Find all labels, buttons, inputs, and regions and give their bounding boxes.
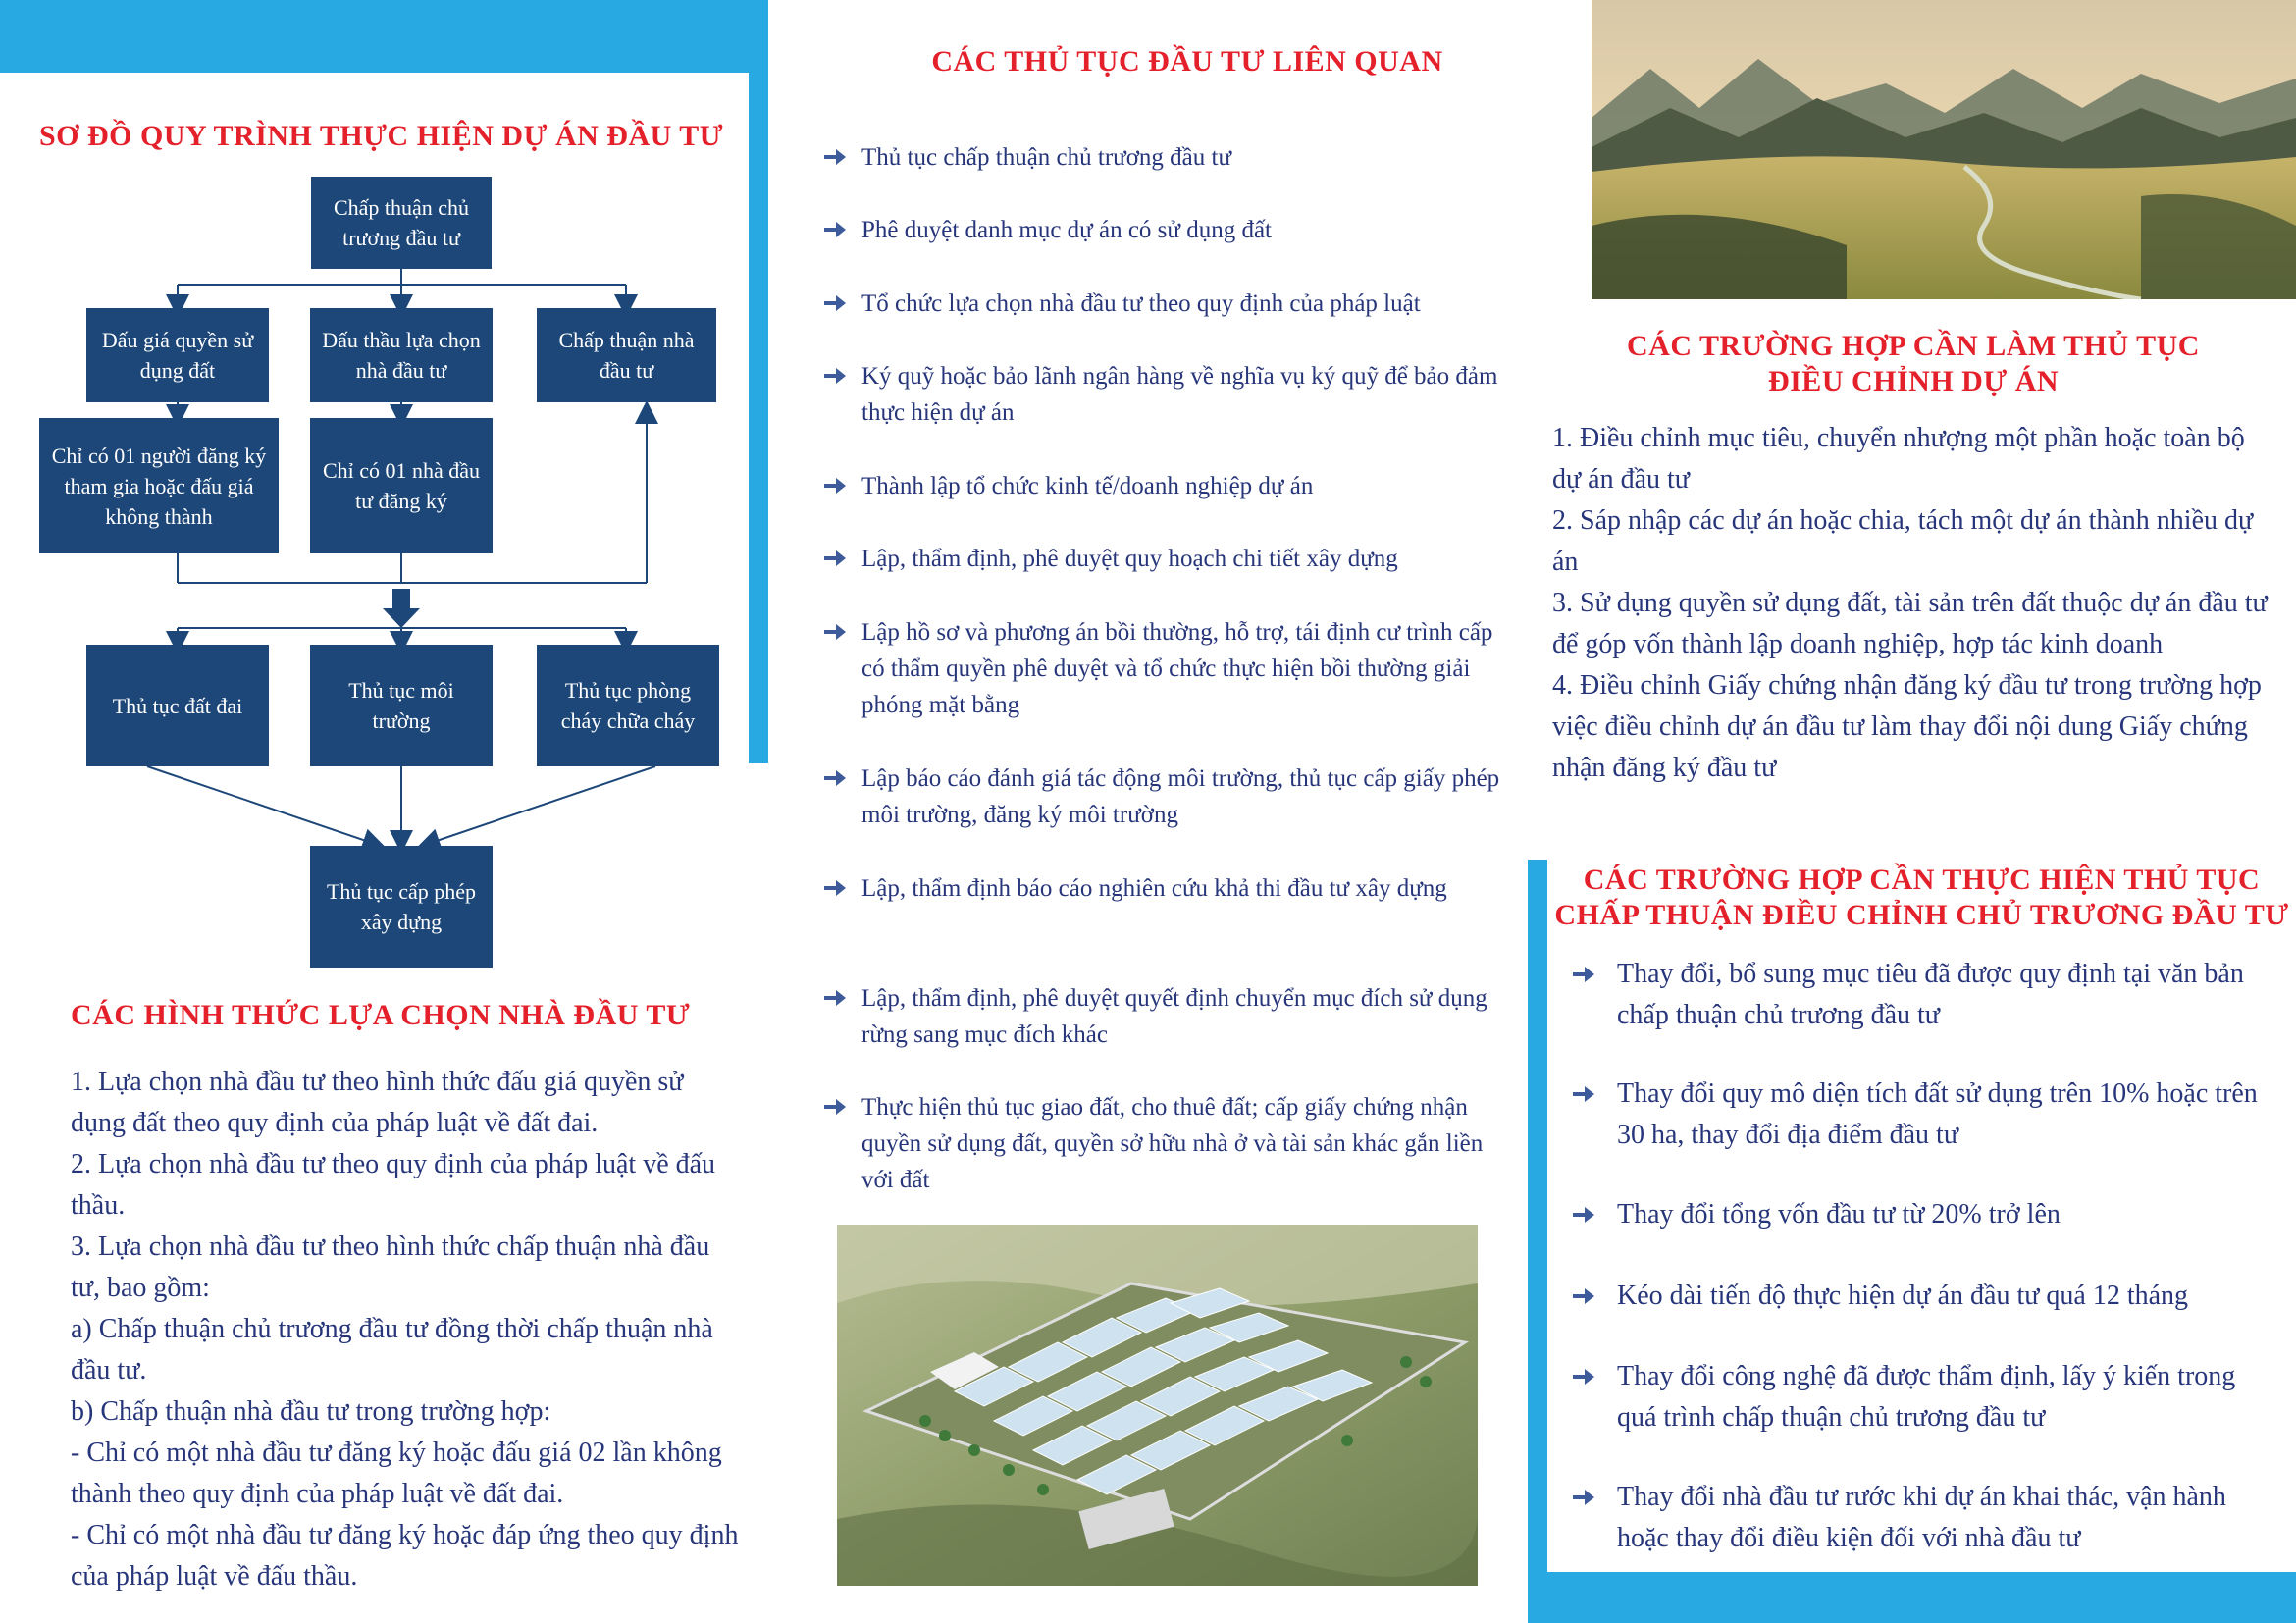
arrow-right-icon bbox=[1572, 1368, 1595, 1386]
procedure-item-text: Lập, thẩm định, phê duyệt quyết định chuyển mục đích sử dụng rừng sang mục đích khác bbox=[861, 985, 1487, 1048]
valley-landscape-image bbox=[1592, 0, 2296, 299]
approval-item bbox=[1572, 1477, 2278, 1559]
procedure-item bbox=[824, 541, 1511, 577]
approval-item bbox=[1572, 1356, 2278, 1439]
adjust-project-list bbox=[1552, 418, 2278, 789]
approval-item bbox=[1572, 954, 2278, 1036]
selection-form-2: 2. Lựa chọn nhà đầu tư theo quy định của pháp luật về đấu thầu. bbox=[71, 1149, 716, 1221]
flow-box-bidding: Đấu thầu lựa chọn nhà đầu tư bbox=[310, 308, 493, 402]
procedure-item-text: Tổ chức lựa chọn nhà đầu tư theo quy định của pháp luật bbox=[861, 290, 1421, 317]
related-procedures-title: CÁC THỦ TỤC ĐẦU TƯ LIÊN QUAN bbox=[931, 45, 1443, 78]
approval-item-text: Thay đổi, bổ sung mục tiêu đã được quy định tại văn bản chấp thuận chủ trương đầu tư bbox=[1617, 959, 2244, 1030]
approval-item-text: Thay đổi công nghệ đã được thẩm định, lấy ý kiến trong quá trình chấp thuận chủ trương đầu tư bbox=[1617, 1361, 2236, 1433]
approval-item-text: Thay đổi nhà đầu tư rước khi dự án khai thác, vận hành hoặc thay đổi điều kiện đối với nhà đầu tư bbox=[1617, 1482, 2226, 1553]
procedure-item bbox=[824, 468, 1511, 504]
selection-form-3: 3. Lựa chọn nhà đầu tư theo hình thức chấp thuận nhà đầu tư, bao gồm: bbox=[71, 1231, 710, 1303]
approval-item bbox=[1572, 1194, 2278, 1235]
selection-form-3b-2: - Chỉ có một nhà đầu tư đăng ký hoặc đáp ứng theo quy định của pháp luật về đấu thầu. bbox=[71, 1520, 739, 1592]
selection-form-3b-1: - Chỉ có một nhà đầu tư đăng ký hoặc đấu giá 02 lần không thành theo quy định của pháp luật về đất đai. bbox=[71, 1438, 722, 1509]
procedure-item-text: Lập hồ sơ và phương án bồi thường, hỗ trợ, tái định cư trình cấp có thẩm quyền phê duyệt và tổ chức thực hiện bồi thường giải phóng mặt bằng bbox=[861, 619, 1493, 718]
selection-form-1: 1. Lựa chọn nhà đầu tư theo hình thức đấu giá quyền sử dụng đất theo quy định của pháp luật về đất đai. bbox=[71, 1067, 684, 1138]
arrow-right-icon bbox=[824, 367, 846, 385]
selection-form-3a: a) Chấp thuận chủ trương đầu tư đồng thời chấp thuận nhà đầu tư. bbox=[71, 1314, 713, 1386]
arrow-right-icon bbox=[824, 294, 846, 312]
adjust-project-title-line2: ĐIỀU CHỈNH DỰ ÁN bbox=[1767, 365, 2060, 397]
arrow-right-icon bbox=[824, 623, 846, 641]
procedure-item-text: Lập, thẩm định báo cáo nghiên cứu khả thi đầu tư xây dựng bbox=[861, 875, 1447, 902]
adjust-item-4: 4. Điều chỉnh Giấy chứng nhận đăng ký đầu tư trong trường hợp việc điều chỉnh dự án đầu tư làm thay đổi nội dung Giấy chứng nhận đăng ký đầu tư bbox=[1552, 670, 2262, 783]
arrow-right-icon bbox=[824, 550, 846, 567]
arrow-right-icon bbox=[824, 989, 846, 1007]
procedure-item-text: Phê duyệt danh mục dự án có sử dụng đất bbox=[861, 217, 1272, 243]
adjust-item-3: 3. Sử dụng quyền sử dụng đất, tài sản trên đất thuộc dự án đầu tư để góp vốn thành lập doanh nghiệp, hợp tác kinh doanh bbox=[1552, 588, 2268, 659]
arrow-right-icon bbox=[1572, 966, 1595, 983]
arrow-right-icon bbox=[1572, 1085, 1595, 1103]
industrial-park-aerial-image bbox=[837, 1225, 1478, 1586]
flow-box-building-permit: Thủ tục cấp phép xây dựng bbox=[310, 846, 493, 968]
procedure-item bbox=[824, 1089, 1511, 1198]
flow-box-fire-procedure: Thủ tục phòng cháy chữa cháy bbox=[537, 645, 719, 766]
approval-adjust-title-line2: CHẤP THUẬN ĐIỀU CHỈNH CHỦ TRƯƠNG ĐẦU TƯ bbox=[1554, 899, 2289, 931]
flow-box-approve-investor: Chấp thuận nhà đầu tư bbox=[537, 308, 716, 402]
selection-form-3b: b) Chấp thuận nhà đầu tư trong trường hợp: bbox=[71, 1396, 551, 1427]
arrow-right-icon bbox=[1572, 1489, 1595, 1506]
procedure-item-text: Thực hiện thủ tục giao đất, cho thuê đất; cấp giấy chứng nhận quyền sử dụng đất, quyền sở hữu nhà ở và tài sản khác gắn liền với đất bbox=[861, 1094, 1484, 1193]
procedure-item-text: Ký quỹ hoặc bảo lãnh ngân hàng về nghĩa vụ ký quỹ để bảo đảm thực hiện dự án bbox=[861, 363, 1498, 426]
arrow-right-icon bbox=[824, 148, 846, 166]
flow-box-approve-policy: Chấp thuận chủ trương đầu tư bbox=[311, 177, 492, 269]
flow-box-environment-procedure: Thủ tục môi trường bbox=[310, 645, 493, 766]
arrow-right-icon bbox=[824, 769, 846, 787]
procedure-item-text: Lập, thẩm định, phê duyệt quy hoạch chi tiết xây dựng bbox=[861, 546, 1398, 572]
right-column-blue-edge bbox=[1528, 860, 1547, 1623]
selection-forms-list bbox=[71, 1062, 742, 1597]
adjust-item-2: 2. Sáp nhập các dự án hoặc chia, tách một dự án thành nhiều dự án bbox=[1552, 505, 2254, 577]
flow-title: SƠ ĐỒ QUY TRÌNH THỰC HIỆN DỰ ÁN ĐẦU TƯ bbox=[39, 120, 724, 152]
selection-forms-title: CÁC HÌNH THỨC LỰA CHỌN NHÀ ĐẦU TƯ bbox=[71, 999, 691, 1031]
procedure-item bbox=[824, 286, 1511, 322]
procedure-item bbox=[824, 139, 1511, 176]
procedure-item-text: Thành lập tổ chức kinh tế/doanh nghiệp dự án bbox=[861, 473, 1314, 499]
procedure-item bbox=[824, 980, 1511, 1053]
approval-item-text: Thay đổi tổng vốn đầu tư từ 20% trở lên bbox=[1617, 1199, 2061, 1230]
flow-box-land-auction: Đấu giá quyền sử dụng đất bbox=[86, 308, 269, 402]
flow-box-land-procedure: Thủ tục đất đai bbox=[86, 645, 269, 766]
arrow-right-icon bbox=[824, 1098, 846, 1116]
adjust-project-title-line1: CÁC TRƯỜNG HỢP CẦN LÀM THỦ TỤC bbox=[1627, 330, 2200, 362]
procedure-item bbox=[824, 614, 1511, 723]
procedure-item bbox=[824, 760, 1511, 833]
approval-item bbox=[1572, 1073, 2278, 1156]
adjust-item-1: 1. Điều chỉnh mục tiêu, chuyển nhượng một phần hoặc toàn bộ dự án đầu tư bbox=[1552, 423, 2245, 495]
procedure-item bbox=[824, 212, 1511, 248]
approval-item-text: Thay đổi quy mô diện tích đất sử dụng trên 10% hoặc trên 30 ha, thay đổi địa điểm đầu tư bbox=[1617, 1078, 2258, 1150]
procedure-item-text: Thủ tục chấp thuận chủ trương đầu tư bbox=[861, 144, 1232, 171]
arrow-right-icon bbox=[824, 221, 846, 238]
bottom-right-blue-bar bbox=[1528, 1572, 2296, 1623]
procedure-item bbox=[824, 358, 1511, 431]
arrow-right-icon bbox=[1572, 1206, 1595, 1224]
arrow-right-icon bbox=[824, 879, 846, 897]
arrow-right-icon bbox=[824, 477, 846, 495]
approval-item bbox=[1572, 1276, 2278, 1317]
approval-adjust-title-line1: CÁC TRƯỜNG HỢP CẦN THỰC HIỆN THỦ TỤC bbox=[1583, 864, 2261, 896]
flow-box-single-registrant: Chỉ có 01 người đăng ký tham gia hoặc đấu giá không thành bbox=[39, 418, 279, 553]
procedure-item bbox=[824, 870, 1511, 907]
flow-box-single-investor: Chỉ có 01 nhà đầu tư đăng ký bbox=[310, 418, 493, 553]
approval-item-text: Kéo dài tiến độ thực hiện dự án đầu tư quá 12 tháng bbox=[1617, 1281, 2189, 1311]
arrow-right-icon bbox=[1572, 1287, 1595, 1305]
procedure-item-text: Lập báo cáo đánh giá tác động môi trường, thủ tục cấp giấy phép môi trường, đăng ký môi trường bbox=[861, 765, 1500, 828]
